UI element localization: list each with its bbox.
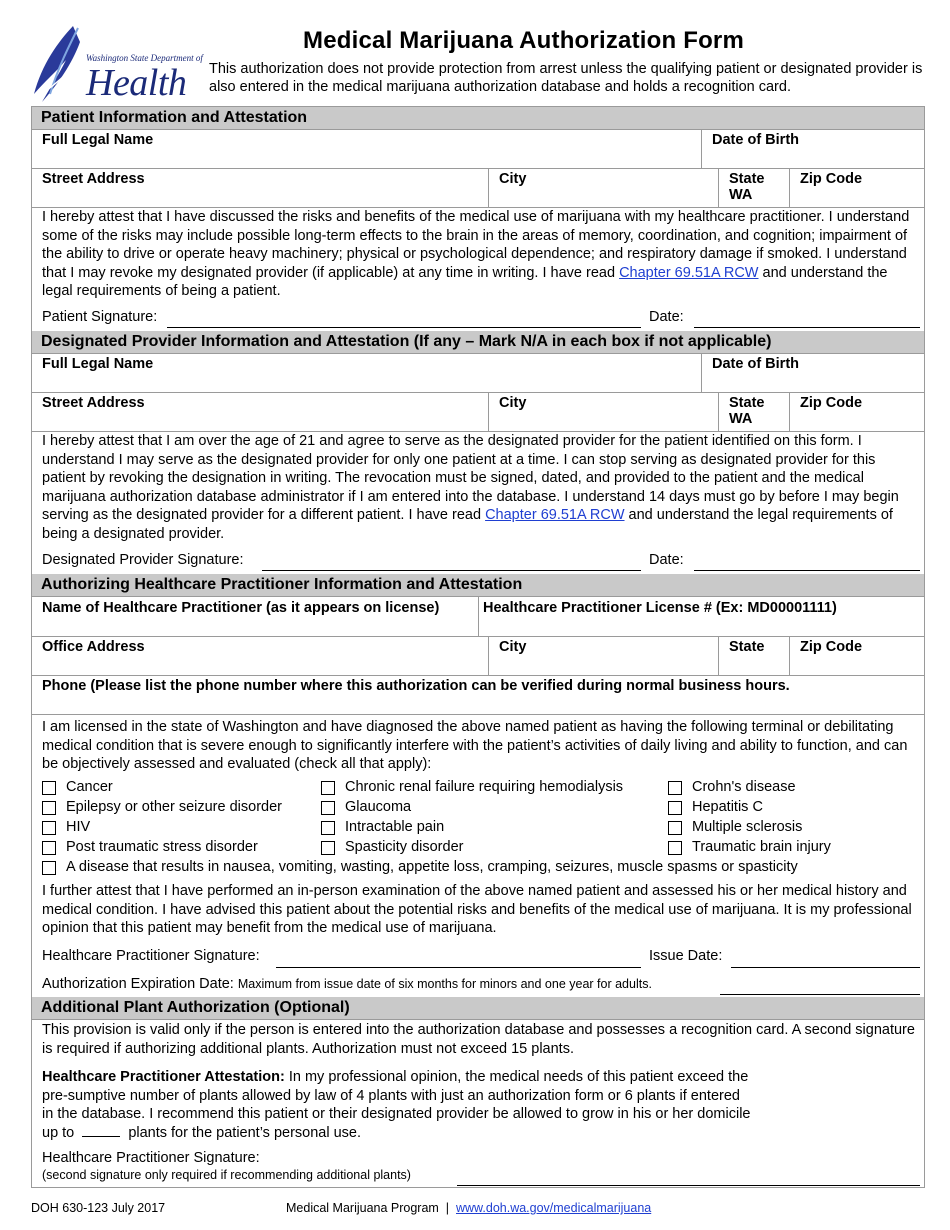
patient-street-field[interactable]: Street Address xyxy=(42,171,145,187)
hiv-label: HIV xyxy=(66,819,91,835)
hiv-checkbox[interactable] xyxy=(42,821,56,835)
office-address-field[interactable]: Office Address xyxy=(42,639,145,655)
patient-signature-label: Patient Signature: xyxy=(42,309,158,325)
intractable-pain-label: Intractable pain xyxy=(345,819,445,835)
provider-full-name-field[interactable]: Full Legal Name xyxy=(42,356,154,372)
practitioner-phone-field[interactable]: Phone (Please list the phone number where this authorization can be verified during normal business hours. xyxy=(42,678,790,694)
nausea-disease-label: A disease that results in nausea, vomiting, wasting, appetite loss, cramping, seizures, muscle spasms or spasticity xyxy=(66,859,798,875)
provider-city-field[interactable]: City xyxy=(499,395,527,411)
intractable-pain-checkbox[interactable] xyxy=(321,821,335,835)
arrest-notice: This authorization does not provide protection from arrest unless the qualifying patient or designated provider is also entered in the medical marijuana authorization database and holds a recognition card. xyxy=(209,61,923,95)
logo-department-text: Washington State Department of xyxy=(86,53,203,63)
provider-street-field[interactable]: Street Address xyxy=(42,395,145,411)
diagnosis-text: I am licensed in the state of Washington and have diagnosed the above named patient as having the following terminal or debilitating medical condition that is severe enough to significantly interfere with the patient’s activities of daily living and ability to function, and can be objectively assessed and evaluated (check all that apply): xyxy=(42,719,908,773)
plants-signature-label: Healthcare Practitioner Signature: xyxy=(42,1150,260,1166)
ptsd-checkbox[interactable] xyxy=(42,841,56,855)
provider-state-value: WA xyxy=(729,411,753,427)
tbi-checkbox[interactable] xyxy=(668,841,682,855)
office-zip-field[interactable]: Zip Code xyxy=(800,639,863,655)
plants-provision-text: This provision is valid only if the person is entered into the authorization database and possesses a recognition card. A second signature is required if authorizing additional plants. Authorization must not exceed 15 plants. xyxy=(42,1022,915,1057)
provider-date-line[interactable] xyxy=(694,570,920,571)
practitioner-signature-label: Healthcare Practitioner Signature: xyxy=(42,948,260,964)
patient-state-label: State xyxy=(729,171,765,187)
form-title: Medical Marijuana Authorization Form xyxy=(303,27,745,54)
expiration-date-line[interactable] xyxy=(720,994,920,995)
issue-date-line[interactable] xyxy=(731,967,920,968)
patient-section-heading: Patient Information and Attestation xyxy=(32,107,924,129)
patient-attestation-text: I hereby attest that I have discussed the risks and benefits of the medical use of marijuana with my healthcare practitioner. I understand some of the risks may include possible long-term effects to the brain in the areas of memory, coordination, and cognition; impairment of the ability to drive or operate heavy machinery; physical or psychological dependence; and respiratory damage if smoked. I understand that I may revoke my designated provider (if applicable) at any time in writing. I have read Chapter 69.51A RCW and understand the legal requirements of being a patient. xyxy=(42,209,910,300)
patient-dob-field[interactable]: Date of Birth xyxy=(712,132,799,148)
spasticity-label: Spasticity disorder xyxy=(345,839,464,855)
cancer-checkbox[interactable] xyxy=(42,781,56,795)
multiple-sclerosis-label: Multiple sclerosis xyxy=(692,819,803,835)
rcw-link[interactable]: Chapter 69.51A RCW xyxy=(485,507,625,524)
provider-date-label: Date: xyxy=(649,552,684,568)
patient-signature-line[interactable] xyxy=(167,327,641,328)
doh-logo xyxy=(28,24,208,106)
plants-section-heading: Additional Plant Authorization (Optional) xyxy=(32,997,924,1019)
practitioner-signature-line[interactable] xyxy=(276,967,641,968)
issue-date-label: Issue Date: xyxy=(649,948,723,964)
practitioner-name-field[interactable]: Name of Healthcare Practitioner (as it appears on license) xyxy=(42,600,440,616)
glaucoma-label: Glaucoma xyxy=(345,799,412,815)
nausea-disease-checkbox[interactable] xyxy=(42,861,56,875)
form-id: DOH 630-123 July 2017 xyxy=(31,1201,166,1215)
patient-city-field[interactable]: City xyxy=(499,171,527,187)
patient-date-label: Date: xyxy=(649,309,684,325)
tbi-label: Traumatic brain injury xyxy=(692,839,831,855)
logo-health-text: Health xyxy=(86,62,187,104)
spasticity-checkbox[interactable] xyxy=(321,841,335,855)
plants-signature-note: (second signature only required if recommending additional plants) xyxy=(42,1168,411,1182)
plants-signature-line[interactable] xyxy=(457,1185,920,1186)
patient-full-name-field[interactable]: Full Legal Name xyxy=(42,132,154,148)
authorization-form xyxy=(31,106,925,1188)
plant-count-blank[interactable] xyxy=(82,1124,120,1137)
hepatitis-c-checkbox[interactable] xyxy=(668,801,682,815)
crohns-label: Crohn's disease xyxy=(692,779,796,795)
renal-failure-checkbox[interactable] xyxy=(321,781,335,795)
crohns-checkbox[interactable] xyxy=(668,781,682,795)
provider-dob-field[interactable]: Date of Birth xyxy=(712,356,799,372)
glaucoma-checkbox[interactable] xyxy=(321,801,335,815)
patient-state-value: WA xyxy=(729,187,753,203)
epilepsy-checkbox[interactable] xyxy=(42,801,56,815)
provider-signature-label: Designated Provider Signature: xyxy=(42,552,244,568)
renal-failure-label: Chronic renal failure requiring hemodialysis xyxy=(345,779,624,795)
provider-attestation-text: I hereby attest that I am over the age of 21 and agree to serve as the designated provider for the patient identified on this form. I understand I may serve as the designated provider for only one patient at a time. I can stop serving as designated provider for this patient by revoking the designation in writing. The revocation must be signed, dated, and provided to the patient and the medical marijuana authorization database administrator if I am entered into the database. I understand 14 days must go by before I may begin serving as the designated provider for a different patient. I have read Chapter 69.51A RCW and understand the legal requirements of being a designated provider. xyxy=(42,433,899,542)
ptsd-label: Post traumatic stress disorder xyxy=(66,839,258,855)
patient-zip-field[interactable]: Zip Code xyxy=(800,171,863,187)
rcw-link[interactable]: Chapter 69.51A RCW xyxy=(619,264,759,281)
practitioner-license-field[interactable]: Healthcare Practitioner License # (Ex: MD00001111) xyxy=(483,600,837,616)
practitioner-section-heading: Authorizing Healthcare Practitioner Information and Attestation xyxy=(32,574,924,596)
multiple-sclerosis-checkbox[interactable] xyxy=(668,821,682,835)
further-attestation-text: I further attest that I have performed an in-person examination of the above named patient and assessed his or her medical history and medical condition. I have advised this patient about the potential risks and benefits of the medical use of marijuana. It is my professional opinion that this patient may benefit from the medical use of marijuana. xyxy=(42,883,912,937)
provider-zip-field[interactable]: Zip Code xyxy=(800,395,863,411)
provider-state-label: State xyxy=(729,395,765,411)
office-state-field[interactable]: State xyxy=(729,639,765,655)
office-city-field[interactable]: City xyxy=(499,639,527,655)
plants-attestation-text: Healthcare Practitioner Attestation: In my professional opinion, the medical needs of this patient exceed the pre-sumptive number of plants allowed by law of 4 plants with just an authorization form or 6 plants if entered in the database. I recommend this patient or their designated provider be allowed to grow in his or her domicile up to plants for the patient’s personal use. xyxy=(42,1069,751,1141)
provider-signature-line[interactable] xyxy=(262,570,641,571)
cancer-label: Cancer xyxy=(66,779,113,795)
expiration-label: Authorization Expiration Date: Maximum from issue date of six months for minors and one year for adults. xyxy=(42,976,652,992)
patient-date-line[interactable] xyxy=(694,327,920,328)
program-url-link[interactable]: www.doh.wa.gov/medicalmarijuana xyxy=(456,1201,652,1215)
hepatitis-c-label: Hepatitis C xyxy=(692,799,763,815)
epilepsy-label: Epilepsy or other seizure disorder xyxy=(66,799,282,815)
footer-program: Medical Marijuana Program | www.doh.wa.gov/medicalmarijuana xyxy=(286,1201,652,1215)
provider-section-heading: Designated Provider Information and Attestation (If any – Mark N/A in each box if not applicable) xyxy=(32,331,924,353)
